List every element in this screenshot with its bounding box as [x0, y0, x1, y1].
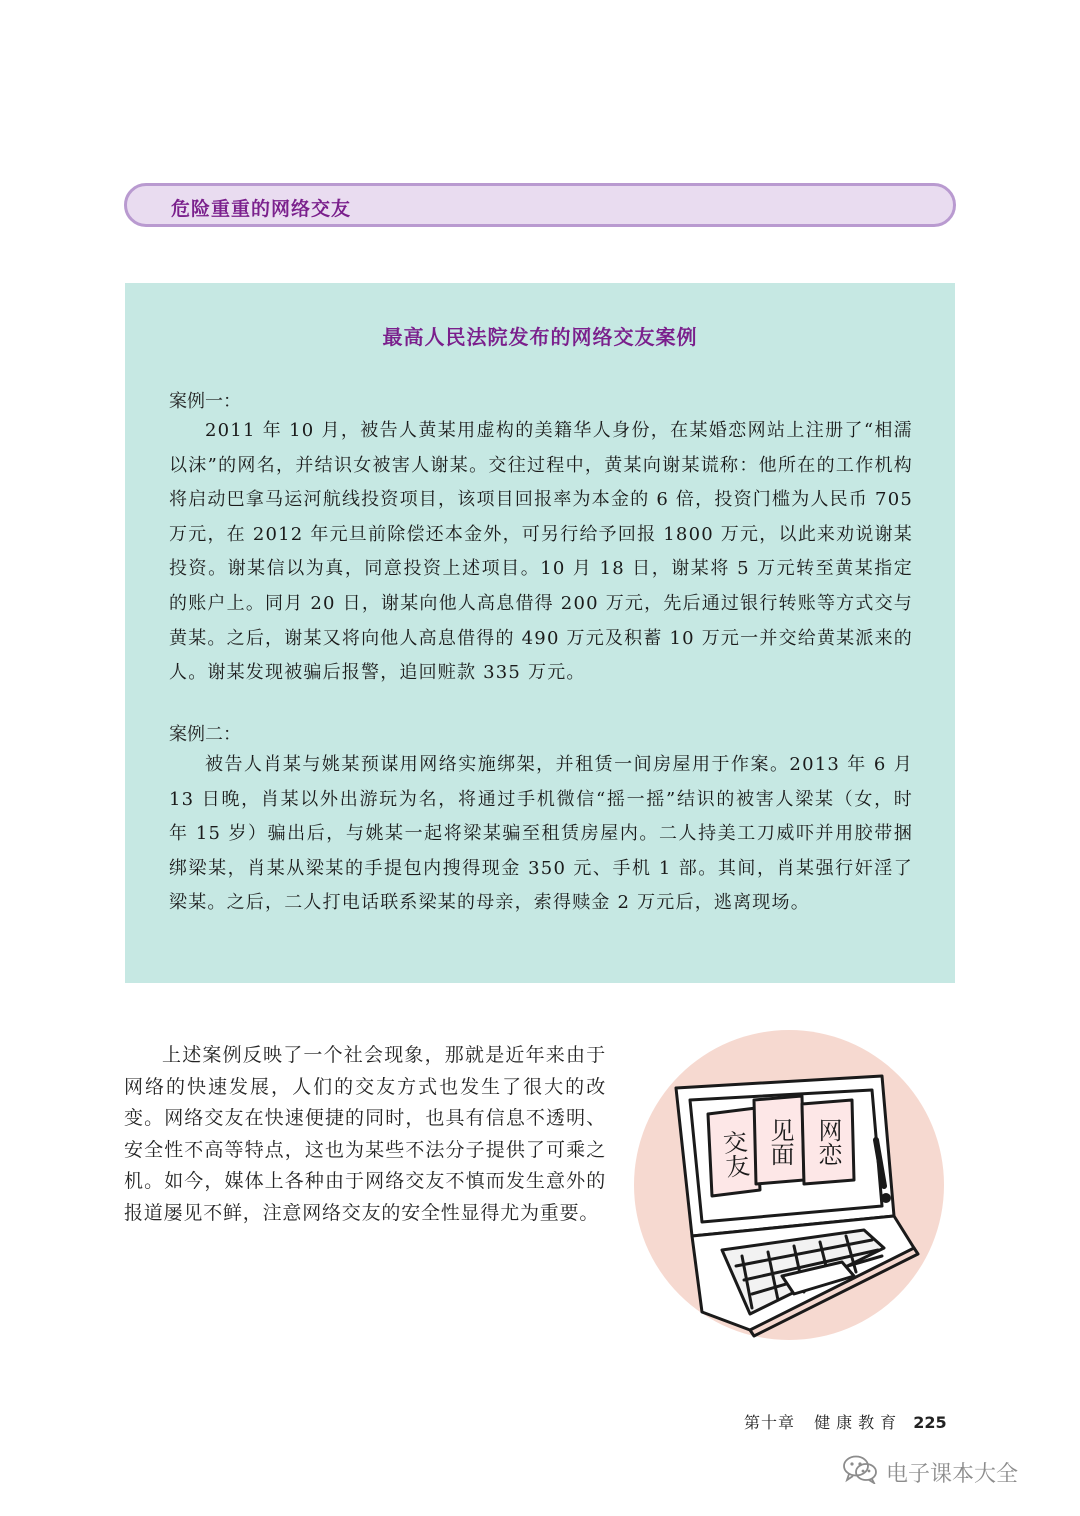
case-box — [125, 283, 955, 983]
watermark — [842, 1454, 1018, 1490]
section-title: 危险重重的网络交友 — [171, 198, 352, 220]
case1-text: 2011 年 10 月，被告人黄某用虚构的美籍华人身份，在某婚恋网站上注册了“相濡以沫”的网名，并结识女被害人谢某。交往过程中，黄某向谢某谎称：他所在的工作机构将启动巴拿马运河航线投资项目，该项目回报率为本金的 6 倍，投资门槛为人民币 705 万元，在 2012 年元旦前除偿还本金外，可另行给予回报 1800 万元，以此来劝说谢某投资。谢某信以为真，同意投资上述项目。10 月 18 日，谢某将 5 万元转至黄某指定的账户上。同月 20 日，谢某向他人高息借得 200 万元，先后通过银行转账等方式交与黄某。之后，谢某又将向他人高息借得的 490 万元及积蓄 10 万元一并交给黄某派来的人。谢某发现被骗后报警，追回赃款 335 万元。 — [169, 420, 913, 684]
illustration-note-3: 网恋 — [814, 1118, 842, 1166]
page-number: 225 — [913, 1413, 947, 1432]
laptop-illustration — [632, 1030, 946, 1340]
section-banner — [124, 183, 956, 227]
case2-text: 被告人肖某与姚某预谋用网络实施绑架，并租赁一间房屋用于作案。2013 年 6 月 13 日晚，肖某以外出游玩为名，将通过手机微信“摇一摇”结识的被害人梁某（女，时年 15 岁）骗出后，与姚某一起将梁某骗至租赁房屋内。二人持美工刀威吓并用胶带捆绑梁某，肖某从梁某的手提包内搜得现金 350 元、手机 1 部。其间，肖某强行奸淫了梁某。之后，二人打电话联系梁某的母亲，索得赎金 2 万元后，逃离现场。 — [169, 754, 913, 914]
footer-subject: 健康教育 — [814, 1413, 903, 1432]
wechat-icon — [842, 1454, 878, 1490]
case2-label: 案例二： — [169, 724, 241, 745]
illustration-note-2: 见面 — [766, 1118, 794, 1166]
case-box-title: 最高人民法院发布的网络交友案例 — [382, 325, 698, 349]
watermark-text: 电子课本大全 — [886, 1461, 1019, 1487]
body-paragraph: 上述案例反映了一个社会现象，那就是近年来由于网络的快速发展，人们的交友方式也发生了很大的改变。网络交友在快速便捷的同时，也具有信息不透明、安全性不高等特点，这也为某些不法分子提供了可乘之机。如今，媒体上各种由于网络交友不慎而发生意外的报道屡见不鲜，注意网络交友的安全性显得尤为重要。 — [124, 1044, 606, 1224]
case1-label: 案例一： — [169, 391, 241, 412]
page-footer — [744, 1410, 947, 1433]
footer-chapter: 第十章 — [744, 1413, 796, 1432]
illustration-note-1: 交友 — [717, 1128, 751, 1180]
